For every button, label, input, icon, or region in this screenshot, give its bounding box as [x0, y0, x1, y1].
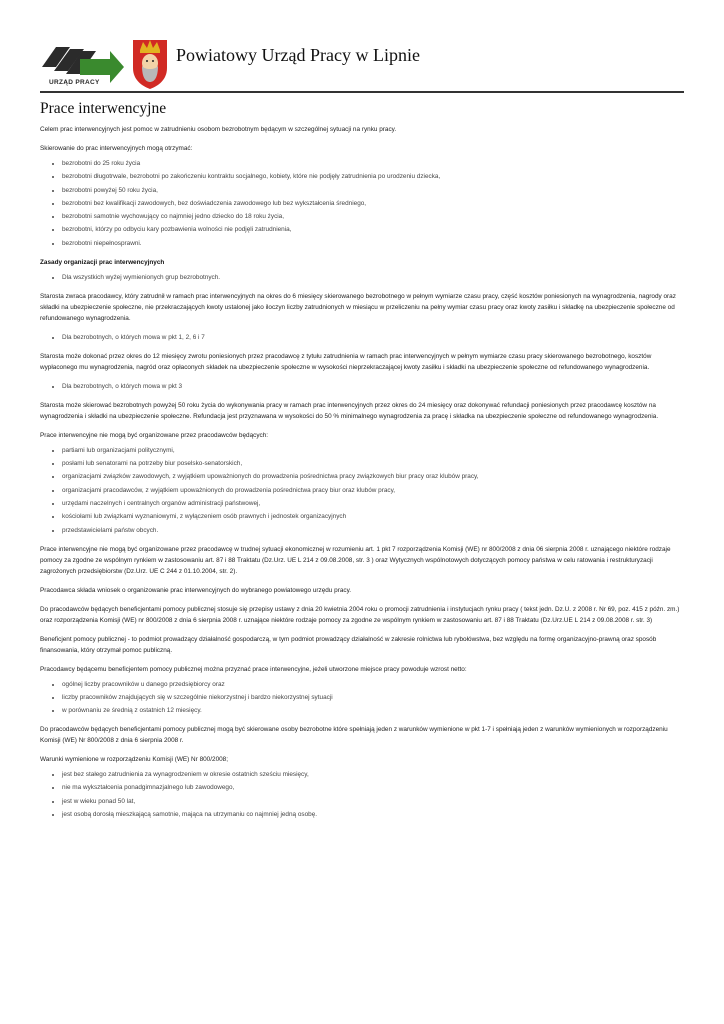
list-item: • kościołami lub związkami wyznaniowymi, z wyłączeniem osób prawnych i jednostek organizacyjnych: [62, 511, 684, 522]
rules-list-1: [40, 272, 684, 283]
main-content: [40, 100, 684, 828]
growth-list: [40, 679, 684, 717]
list-item: • bezrobotni do 25 roku życia: [62, 158, 684, 169]
header-divider: [40, 91, 684, 93]
list-item: • Dla bezrobotnych, o których mowa w pkt 3: [62, 381, 684, 392]
list-item: • bezrobotni niepełnosprawni.: [62, 238, 684, 249]
rules-paragraph-1: Starosta zwraca pracodawcy, który zatrudnił w ramach prac interwencyjnych na okres do 6 miesięcy skierowanego bezrobotnego w pełnym wymiarze czasu pracy, część kosztów poniesionych na wynagrodzenia, nagrody oraz składki na ubezpieczenie społeczne, nie przekraczających kwoty ustalonej jako iloczyn liczby zatrudnionych w miesiącu w przeliczeniu na pełny wymiar czasu pracy oraz kwoty zasiłku i składkę na ubezpieczenie społeczne od refundowanego wynagrodzenia.: [40, 292, 676, 322]
referral-intro: Skierowanie do prac interwencyjnych mogą otrzymać:: [40, 145, 193, 152]
list-item: • bezrobotni, którzy po odbyciu kary pozbawienia wolności nie podjęli zatrudnienia,: [62, 224, 684, 235]
list-item: • jest osobą dorosłą mieszkającą samotnie, mająca na utrzymaniu co najmniej jedną osobę.: [62, 809, 684, 820]
list-item: • bezrobotni samotnie wychowujący co najmniej jedno dziecko do 18 roku życia,: [62, 211, 684, 222]
list-item: • Dla wszystkich wyżej wymienionych grup bezrobotnych.: [62, 272, 684, 283]
rules-paragraph-3: Starosta może skierować bezrobotnych powyżej 50 roku życia do wykonywania pracy w ramach prac interwencyjnych przez okres do 24 miesięcy oraz dokonywać refundacji poniesionych przez pracodawcę kosztów na wynagrodzenia i składki na ubezpieczenie społeczne. Refundacja jest przyznawana w wysokości do 50 % minimalnego wynagrodzenia za pracę i składka na ubezpieczenie społeczne od refundowanego wynagrodzenia.: [40, 401, 659, 420]
list-item: • bezrobotni bez kwalifikacji zawodowych, bez doświadczenia zawodowego lub bez wykształcenia średniego,: [62, 198, 684, 209]
urzad-pracy-logo[interactable]: [40, 41, 126, 91]
excluded-intro: Prace interwencyjne nie mogą być organizowane przez pracodawców będących:: [40, 431, 269, 439]
rules-list-2: [40, 332, 684, 343]
list-item: • organizacjami pracodawców, z wyjątkiem upoważnionych do prowadzenia pośrednictwa pracy biur oraz klubów pracy,: [62, 485, 684, 496]
site-header: [40, 36, 684, 92]
page-title: Prace interwencyjne: [40, 100, 167, 117]
beneficiaries-paragraph: Do pracodawców będących beneficjentami pomocy publicznej stosuje się przepisy ustawy z dnia 20 kwietnia 2004 roku o promocji zatrudnienia i instytucjach rynku pracy ( tekst jedn. Dz.U. z 2008 r. Nr 69, poz. 415 z późn. zm.) oraz rozporządzenia Komisji (WE) nr 800/2008 z dnia 6 sierpnia 2008 r. uznające niektóre rodzaje pomocy za zgodne ze wspólnym rynkiem w zastosowaniu art. 87 i 88 Traktatu (Dz.Urz.UE L 214 z 09.08.2008 r. str. 3): [40, 605, 680, 624]
list-item: • bezrobotni długotrwale, bezrobotni po zakończeniu kontraktu socjalnego, kobiety, które nie podjęły zatrudnienia po urodzeniu dziecka,: [62, 171, 684, 182]
logo-text: URZĄD PRACY: [49, 79, 100, 86]
rules-paragraph-2: Starosta może dokonać przez okres do 12 miesięcy zwrotu poniesionych przez pracodawcę z tytułu zatrudnienia w ramach prac interwencyjnych w pełnym wymiarze czasu pracy skierowanego bezrobotnego, kosztów wypłaconego mu wynagrodzenia, nagród oraz opłaconych składek na ubezpieczenie społeczne w wysokości nieprzekraczającej kwoty zasiłku i składki na ubezpieczenie społeczne od refundowanego wynagrodzenia.: [40, 352, 652, 371]
growth-intro: Pracodawcy będącemu beneficjentem pomocy publicznej można przyznać prace interwencyjne, jeżeli utworzone miejsce pracy powoduje wzrost netto:: [40, 665, 467, 673]
conditions-intro: Warunki wymienione w rozporządzeniu Komisji (WE) Nr 800/2008;: [40, 756, 229, 764]
list-item: • w porównaniu ze średnią z ostatnich 12 miesięcy.: [62, 705, 684, 716]
list-item: • urzędami naczelnych i centralnych organów administracji państwowej,: [62, 498, 684, 509]
crest-icon: [132, 36, 168, 90]
list-item: • partiami lub organizacjami politycznymi,: [62, 445, 684, 456]
referral-conditions-paragraph: Do pracodawców będących beneficjentami pomocy publicznej mogą być skierowane osoby bezrobotne które spełniają jeden z warunków wymienione w pkt 1-7 i spełniają jeden z warunków wymienionych w rozporządzeniu Komisji (WE) Nr 800/2008 z dnia 6 sierpnia 2008 r.: [40, 726, 668, 745]
eligible-list: [40, 158, 684, 249]
coat-of-arms: [132, 36, 168, 90]
crisis-paragraph: Prace interwencyjne nie mogą być organizowane przez pracodawcę w trudnej sytuacji ekonomicznej w rozumieniu art. 1 pkt 7 rozporządzenia Komisji (WE) nr 800/2008 z dnia 06 sierpnia 2008 r. uznającego niektóre rodzaje pomocy za zgodne ze wspólnym rynkiem w zastosowaniu art. 87 i 88 Traktatu (Dz.Urz. UE L 214 z 09.08.2008, str. 3 ) oraz Wytycznych wspólnotowych dotyczących pomocy państwa w celu ratowania i restrukturyzacji zagrożonych przedsiębiorstw (Dz.Urz. UE C 244 z 01.10.2004, str. 2).: [40, 545, 671, 575]
intro-paragraph: Celem prac interwencyjnych jest pomoc w zatrudnieniu osobom bezrobotnym będącym w szczególnej sytuacji na rynku pracy.: [40, 126, 397, 133]
rules-heading: Zasady organizacji prac interwencyjnych: [40, 258, 165, 266]
list-item: • jest bez stałego zatrudnienia za wynagrodzeniem w okresie ostatnich sześciu miesięcy,: [62, 769, 684, 780]
list-item: • ogólnej liczby pracowników u danego przedsiębiorcy oraz: [62, 679, 684, 690]
beneficiary-definition: Beneficjent pomocy publicznej - to podmiot prowadzący działalność gospodarczą, w tym podmiot prowadzący działalność w zakresie rolnictwa lub rybołówstwa, bez względu na formę organizacyjno-prawną oraz sposób finansowania, który otrzymał pomoc publiczną.: [40, 635, 657, 654]
list-item: • przedstawicielami państw obcych.: [62, 525, 684, 536]
list-item: • liczby pracowników znajdujących się w szczególnie niekorzystnej i bardzo niekorzystnej sytuacji: [62, 692, 684, 703]
rules-list-3: [40, 381, 684, 392]
list-item: • posłami lub senatorami na potrzeby biur poselsko-senatorskich,: [62, 458, 684, 469]
site-title[interactable]: Powiatowy Urząd Pracy w Lipnie: [176, 45, 420, 65]
application-paragraph: Pracodawca składa wniosek o organizowanie prac interwencyjnych do wybranego powiatowego urzędu pracy.: [40, 586, 352, 594]
list-item: • nie ma wykształcenia ponadgimnazjalnego lub zawodowego,: [62, 782, 684, 793]
list-item: • bezrobotni powyżej 50 roku życia,: [62, 185, 684, 196]
list-item: • Dla bezrobotnych, o których mowa w pkt 1, 2, 6 i 7: [62, 332, 684, 343]
conditions-list: [40, 769, 684, 820]
list-item: • jest w wieku ponad 50 lat,: [62, 796, 684, 807]
excluded-list: [40, 445, 684, 536]
list-item: • organizacjami związków zawodowych, z wyjątkiem upoważnionych do prowadzenia pośrednictwa pracy związkowych biur pracy oraz klubów pracy,: [62, 471, 684, 482]
